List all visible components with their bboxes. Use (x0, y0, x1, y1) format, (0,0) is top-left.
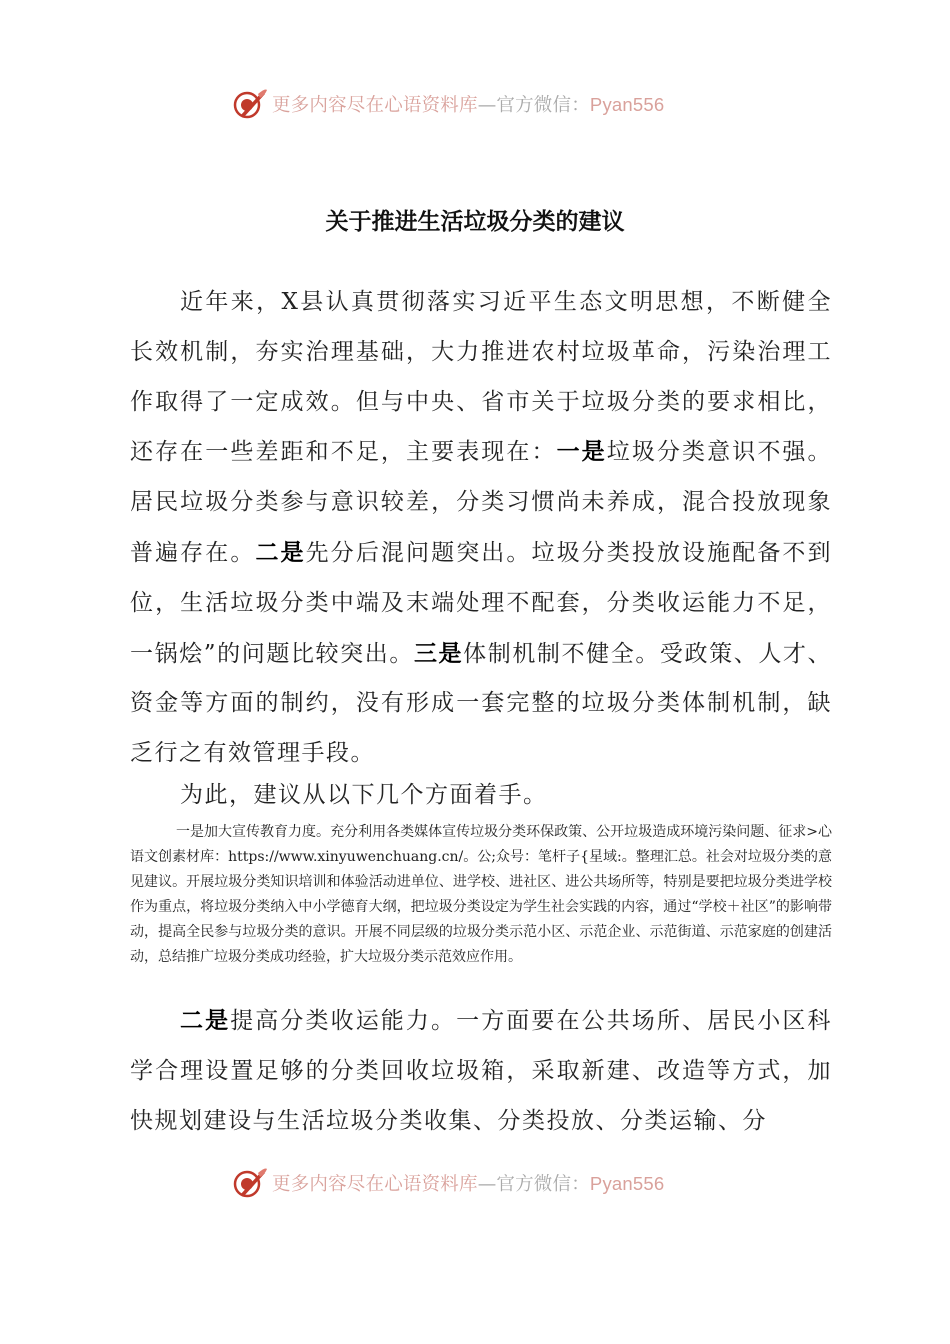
banner-text: 更多内容尽在心语资料库—官方微信：Pyan556 (272, 1173, 665, 1195)
quill-logo-icon (232, 86, 268, 122)
header-watermark-banner (232, 84, 752, 124)
bold-marker-point-two: 二是 (180, 1007, 231, 1034)
bold-marker-second: 二是 (255, 538, 306, 566)
quill-logo-icon (232, 1165, 268, 1201)
banner-text: 更多内容尽在心语资料库—官方微信：Pyan556 (272, 94, 665, 116)
point-two-paragraph: 二是提高分类收运能力。一方面要在公共场所、居民小区科学合理设置足够的分类回收垃圾箱，采取新建、改造等方式，加快规划建设与生活垃圾分类收集、分类投放、分类运输、分 (130, 1007, 833, 1134)
intro-paragraph: 近年来，X县认真贯彻落实习近平生态文明思想，不断健全长效机制，夯实治理基础，大力推进农村垃圾革命，污染治理工作取得了一定成效。但与中央、省市关于垃圾分类的要求相比，还存在一些差距和不足，主要表现在：一是垃圾分类意识不强。居民垃圾分类参与意识较差，分类习惯尚未养成，混合投放现象普遍存在。二是先分后混问题突出。垃圾分类投放设施配备不到位，生活垃圾分类中端及末端处理不配套，分类收运能力不足，一锅烩”的问题比较突出。三是体制机制不健全。受政策、人才、资金等方面的制约，没有形成一套完整的垃圾分类体制机制，缺乏行之有效管理手段。 (130, 289, 833, 767)
lead-in-sentence: 为此，建议从以下几个方面着手。 (180, 782, 548, 808)
bold-marker-first: 一是 (556, 438, 607, 466)
bold-marker-third: 三是 (413, 639, 464, 667)
point-one-paragraph: 一是加大宣传教育力度。充分利用各类媒体宣传垃圾分类环保政策、公开垃圾造成环境污染问题、征求>心语文创素材库：https://www.xinyuwenchuang.cn/。公;众号：笔杆子{星域:。整理汇总。社会对垃圾分类的意见建议。开展垃圾分类知识培训和体验活动进单位、进学校、进社区、进公共场所等，特别是要把垃圾分类进学校作为重点，将垃圾分类纳入中小学德育大纲，把垃圾分类设定为学生社会实践的内容，通过“学校＋社区”的影响带动，提高全民参与垃圾分类的意识。开展不同层级的垃圾分类示范小区、示范企业、示范街道、示范家庭的创建活动，总结推广垃圾分类成功经验，扩大垃圾分类示范效应作用。 (130, 824, 832, 965)
document-title: 关于推进生活垃圾分类的建议 (325, 208, 625, 235)
footer-watermark-banner (232, 1163, 752, 1203)
